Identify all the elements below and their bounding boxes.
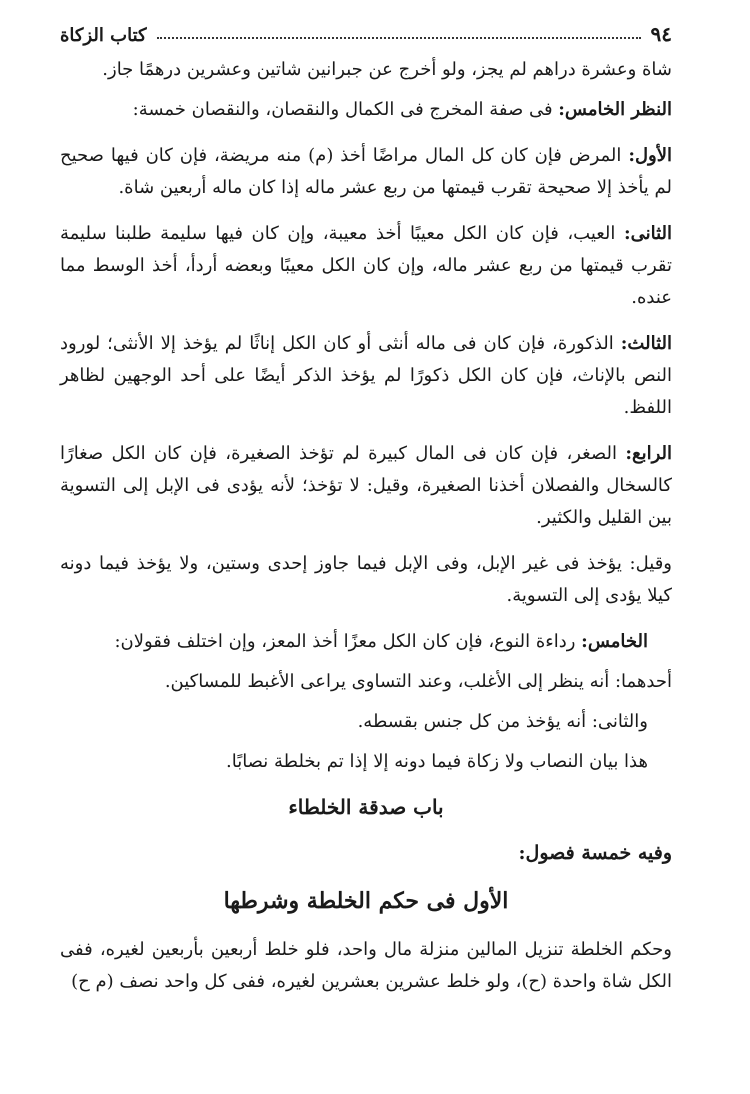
paragraph-text: شاة وعشرة دراهم لم يجز، ولو أخرج عن جبرانين شاتين وعشرين درهمًا جاز. bbox=[102, 59, 672, 80]
book-title: كتاب الزكاة bbox=[60, 25, 147, 46]
paragraph bbox=[60, 54, 672, 86]
paragraph-text: فى صفة المخرج فى الكمال والنقصان، والنقصان خمسة: bbox=[132, 99, 559, 120]
paragraph bbox=[60, 746, 672, 778]
paragraph-text: رداءة النوع، فإن كان الكل معزًا أخذ المعز، وإن اختلف فقولان: bbox=[114, 631, 582, 652]
header-dotted-leader bbox=[157, 37, 641, 39]
page-number: ٩٤ bbox=[650, 22, 672, 46]
paragraph-heading: الرابع: bbox=[625, 443, 672, 464]
paragraph-text: الصغر، فإن كان فى المال كبيرة لم تؤخذ الصغيرة، فإن كان الكل صغارًا كالسخال والفصلان أخذنا الصغيرة، وقيل: لا تؤخذ؛ لأنه يؤدى فى الإبل إلى التسوية بين القليل والكثير. bbox=[60, 443, 672, 528]
paragraph bbox=[60, 328, 672, 424]
paragraph-text: العيب، فإن كان الكل معيبًا أخذ معيبة، وإن كان فيها سليمة طلبنا سليمة تقرب قيمتها من ربع عشر ماله، وإن كان الكل معيبًا وبعضه أردأ، أخذ الوسط مما عنده. bbox=[60, 223, 672, 308]
paragraph-text: وقيل: يؤخذ فى غير الإبل، وفى الإبل فيما جاوز إحدى وستين، ولا يؤخذ فيما دونه كيلا يؤدى إلى التسوية. bbox=[60, 553, 672, 606]
paragraph bbox=[60, 218, 672, 314]
paragraph-text: وحكم الخلطة تنزيل المالين منزلة مال واحد، فلو خلط أربعين بأربعين لغيره، ففى الكل شاة واحدة (ح)، ولو خلط عشرين بعشرين لغيره، ففى كل واحد نصف (م ح) bbox=[60, 939, 672, 992]
paragraph bbox=[60, 706, 672, 738]
paragraph-heading: الثانى: bbox=[623, 223, 672, 244]
paragraph bbox=[60, 934, 672, 998]
paragraph bbox=[60, 94, 672, 126]
book-page bbox=[60, 18, 672, 1012]
paragraph-heading: الأول: bbox=[628, 145, 672, 166]
chapter-heading: باب صدقة الخلطاء bbox=[288, 795, 444, 819]
paragraph bbox=[60, 666, 672, 698]
paragraph-text: المرض فإن كان كل المال مراضًا أخذ (م) منه مريضة، فإن كان فيها صحيح لم يأخذ إلا صحيحة تقرب قيمتها من ربع عشر ماله إذا كان ماله أربعين شاة. bbox=[60, 145, 672, 198]
paragraph bbox=[60, 626, 672, 658]
paragraph-text: والثانى: أنه يؤخذ من كل جنس بقسطه. bbox=[357, 711, 648, 732]
paragraph-text: هذا بيان النصاب ولا زكاة فيما دونه إلا إذا تم بخلطة نصابًا. bbox=[225, 751, 648, 772]
paragraph bbox=[60, 438, 672, 534]
paragraph-heading: الخامس: bbox=[581, 631, 648, 652]
paragraph bbox=[60, 548, 672, 612]
paragraph bbox=[60, 140, 672, 204]
page-header bbox=[60, 18, 672, 46]
paragraph-text: أحدهما: أنه ينظر إلى الأغلب، وعند التساوى يراعى الأغبط للمساكين. bbox=[164, 671, 672, 692]
paragraph-heading: النظر الخامس: bbox=[558, 99, 672, 120]
paragraph-heading: الثالث: bbox=[620, 333, 672, 354]
sections-intro: وفيه خمسة فصول: bbox=[518, 842, 672, 864]
section-heading: الأول فى حكم الخلطة وشرطها bbox=[223, 888, 509, 914]
paragraph-text: الذكورة، فإن كان فى ماله أنثى أو كان الكل إناثًا لم يؤخذ إلا الأنثى؛ لورود النص بالإناث، فإن كان الكل ذكورًا لم يؤخذ الذكر أيضًا على أحد الوجهين لظاهر اللفظ. bbox=[60, 333, 672, 418]
